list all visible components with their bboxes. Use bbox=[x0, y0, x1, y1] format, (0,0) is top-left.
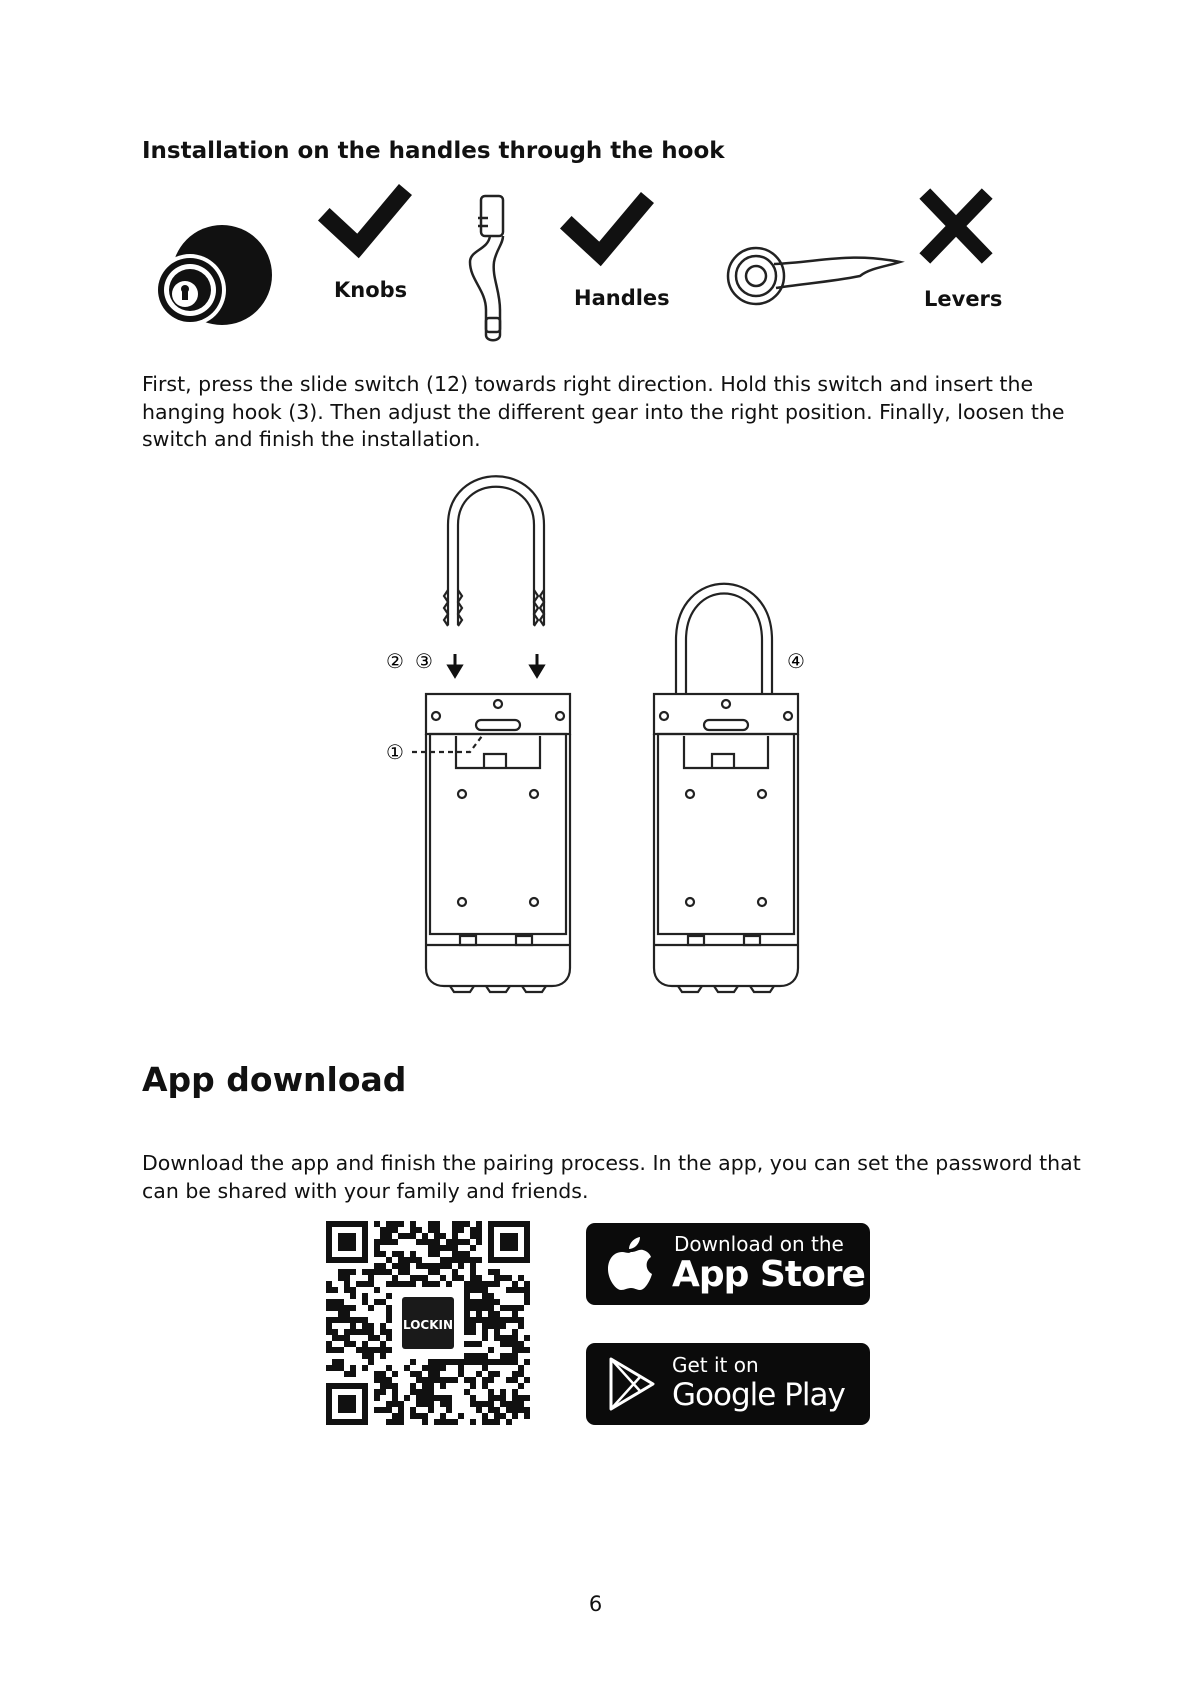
down-arrows bbox=[449, 654, 543, 676]
section-title: Installation on the handles through the hook bbox=[142, 138, 725, 164]
lockbox-right bbox=[654, 584, 798, 992]
app-store-button[interactable] bbox=[586, 1223, 870, 1305]
callout-leader bbox=[412, 736, 482, 752]
app-store-big-text: App Store bbox=[672, 1254, 865, 1295]
google-play-button[interactable] bbox=[586, 1343, 870, 1425]
google-play-icon bbox=[608, 1357, 656, 1411]
callout-1: ① bbox=[386, 740, 404, 764]
google-play-small-text: Get it on bbox=[672, 1353, 759, 1377]
callout-3: ③ bbox=[415, 649, 433, 673]
app-download-title: App download bbox=[142, 1060, 407, 1099]
app-download-text bbox=[142, 1150, 1081, 1205]
callout-4: ④ bbox=[787, 649, 805, 673]
qr-code[interactable] bbox=[326, 1221, 530, 1425]
app-text-line: Download the app and finish the pairing process. In the app, you can set the password that bbox=[142, 1151, 1081, 1175]
app-text-line: can be shared with your family and friends. bbox=[142, 1178, 589, 1203]
label-knobs: Knobs bbox=[334, 278, 408, 302]
callout-2: ② bbox=[386, 649, 404, 673]
label-levers: Levers bbox=[924, 287, 1003, 311]
installation-line: First, press the slide switch (12) towards right direction. Hold this switch and insert the bbox=[142, 372, 1034, 396]
apple-icon bbox=[608, 1237, 654, 1291]
label-handles: Handles bbox=[574, 286, 670, 310]
google-play-big-text: Google Play bbox=[672, 1377, 845, 1413]
detached-shackle bbox=[444, 476, 544, 626]
qr-logo-text: LOCKIN bbox=[402, 1318, 454, 1332]
page-number: 6 bbox=[588, 1592, 603, 1616]
installation-line: hanging hook (3). Then adjust the different gear into the right position. Finally, loosen the bbox=[142, 399, 1065, 424]
lockbox-left bbox=[426, 694, 570, 992]
app-store-small-text: Download on the bbox=[674, 1232, 844, 1256]
installation-line: switch and finish the installation. bbox=[142, 427, 481, 451]
